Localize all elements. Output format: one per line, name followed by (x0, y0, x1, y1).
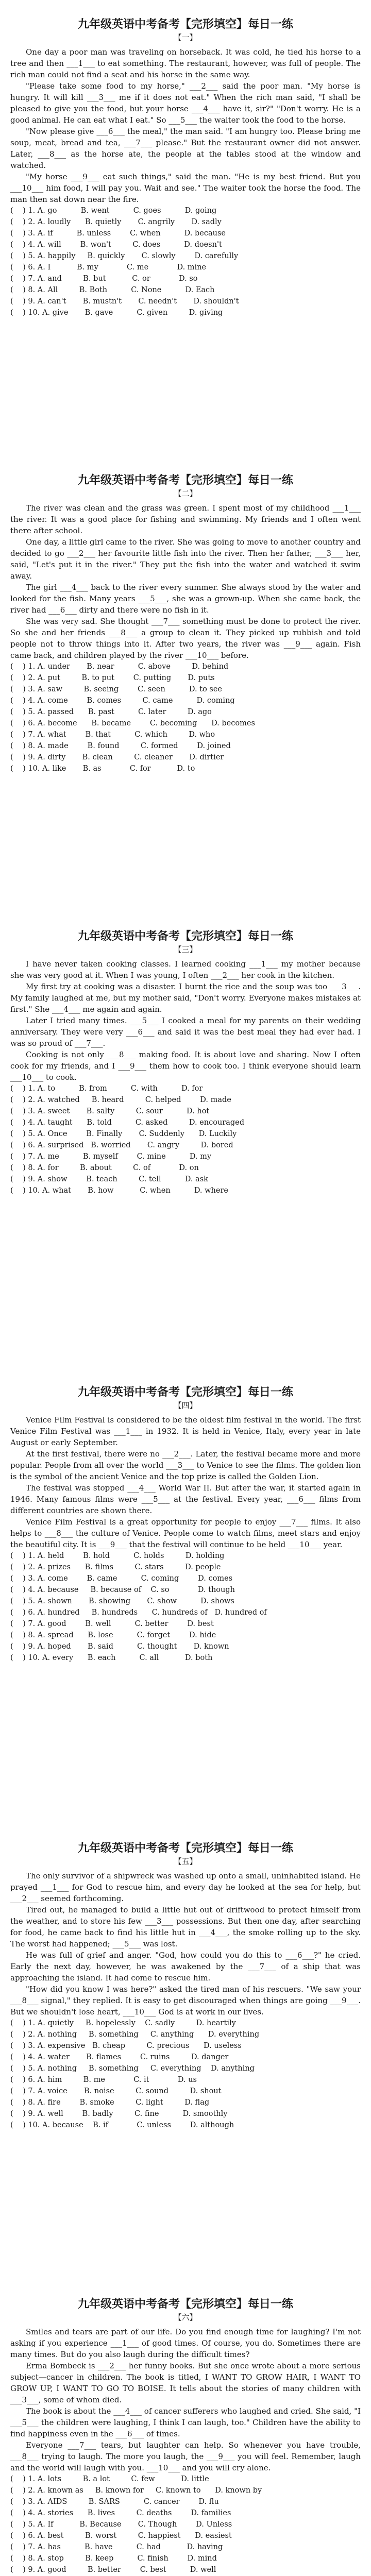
passage-paragraph: She was very sad. She thought ___7___ something must be done to protect the river. So she and her friends ___8___ a group to clean it. They picked up rubbish and told people not to throw things into it. After two years, the river was ___9___ again. Fish came back, and children played by the river ___10___ before. (10, 617, 361, 660)
question-line: ( ) 5. A. Once B. Finally C. Suddenly D. Luckily (10, 1130, 237, 1138)
passage-paragraph: Venice Film Festival is considered to be the oldest film festival in the world. The first Venice Film Festival was ___1___ in 1932. It is held in Venice, Italy, every year in late August or early September. (10, 1415, 361, 1447)
question-line: ( ) 2. A. prizes B. films C. stars D. people (10, 1563, 221, 1571)
section-title: 九年级英语中考备考【完形填空】每日一练 (77, 1841, 293, 1854)
question-line: ( ) 1. A. under B. near C. above D. behind (10, 663, 229, 671)
question-line: ( ) 8. A. made B. found C. formed D. joined (10, 742, 231, 750)
passage-paragraph: "My horse ___9___ eat such things," said the man. "He is my best friend. But you ___10___ him food, I will pay you. Wait and see." The waiter took the horse the food. The man then sat down near the fire. (10, 172, 361, 204)
question-line: ( ) 10. A. every B. each C. all D. both (10, 1654, 213, 1662)
question-line: ( ) 5. A. shown B. showing C. show D. shows (10, 1597, 234, 1605)
question-line: ( ) 4. A. water B. flames C. ruins D. danger (10, 2053, 229, 2061)
question-line: ( ) 9. A. good B. better C. best D. well (10, 2566, 216, 2574)
question-line: ( ) 8. A. for B. about C. of D. on (10, 1164, 199, 1172)
section-title: 九年级英语中考备考【完形填空】每日一练 (77, 2297, 293, 2310)
exercise-section-3 (10, 925, 361, 1381)
passage-paragraph: "Now please give ___6___ the meal," the man said. "I am hungry too. Please bring me soup, meat, bread and tea, ___7___ please." But the restaurant owner did not answer. Later, ___8___ as the horse ate, the people at the tables stood at the window and watched. (10, 127, 361, 170)
section-title: 九年级英语中考备考【完形填空】每日一练 (77, 1385, 293, 1398)
exercise-section-1 (10, 13, 361, 469)
question-line: ( ) 9. A. dirty B. clean C. cleaner D. dirtier (10, 753, 224, 761)
question-line: ( ) 2. A. watched B. heard C. helped D. made (10, 1096, 231, 1104)
section-number: 【一】 (174, 33, 197, 42)
question-line: ( ) 10. A. give B. gave C. given D. giving (10, 309, 223, 317)
section-number: 【二】 (174, 489, 197, 498)
question-line: ( ) 1. A. to B. from C. with D. for (10, 1084, 203, 1093)
passage-paragraph: The river was clean and the grass was green. I spent most of my childhood ___1___ the river. It was a good place for fishing and swimming. My friends and I often went there after school. (10, 503, 361, 535)
section-number: 【四】 (174, 1401, 197, 1410)
passage-paragraph: The festival was stopped ___4___ World War II. But after the war, it started again in 1946. Many famous films were ___5___ at the festival. Every year, ___6___ films from different countries are shown there. (10, 1483, 361, 1515)
question-line: ( ) 1. A. held B. hold C. holds D. holding (10, 1552, 225, 1560)
exercise-section-2 (10, 469, 361, 925)
passage-paragraph: The girl ___4___ back to the river every summer. She always stood by the water and looked for the fish. Many years ___5___, she was a grown-up. When she came back, the river had ___6___ dirty and there were no fish in it. (10, 583, 361, 615)
passage-paragraph: "Please take some food to my horse," ___2___ said the poor man. "My horse is hungry. It will kill ___3___ me if it does not eat." When the rich man said, "I shall be pleased to give you the food, but your horse ___4___ have it, sir?" "Don't worry. He is a good animal. He can eat what I eat." So ___5___ the waiter took the food to the horse. (10, 81, 361, 125)
question-line: ( ) 9. A. well B. badly C. fine D. smoothly (10, 2110, 228, 2118)
question-line: ( ) 2. A. known as B. known for C. known to D. known by (10, 2486, 262, 2495)
question-line: ( ) 7. A. and B. but C. or D. so (10, 275, 198, 283)
question-line: ( ) 8. A. fire B. smoke C. light D. flag (10, 2098, 210, 2107)
question-line: ( ) 6. A. surprised B. worried C. angry D. bored (10, 1141, 233, 1149)
passage-paragraph: My first try at cooking was a disaster. I burnt the rice and the soup was too ___3___. My family laughed at me, but my mother said, "Don't worry. Everyone makes mistakes at first." She ___4___ me again and again. (10, 982, 361, 1014)
passage-paragraph: Cooking is not only ___8___ making food. It is about love and sharing. Now I often cook for my friends, and I ___9___ them how to cook too. I think everyone should learn ___10___ to cook. (10, 1050, 361, 1082)
exercise-section-5 (10, 1837, 361, 2293)
question-line: ( ) 4. A. will B. won't C. does D. doesn't (10, 241, 222, 249)
question-line: ( ) 3. A. sweet B. salty C. sour D. hot (10, 1107, 210, 1115)
question-line: ( ) 9. A. hoped B. said C. thought D. known (10, 1642, 229, 1651)
question-line: ( ) 8. A. spread B. lose C. forget D. hide (10, 1631, 216, 1639)
question-line: ( ) 2. A. nothing B. something C. anything D. everything (10, 2030, 260, 2039)
passage-paragraph: Later I tried many times. ___5___ I cooked a meal for my parents on their wedding anniversary. They were very ___6___ and said it was the best meal they had ever had. I was so proud of ___7___. (10, 1016, 361, 1048)
question-line: ( ) 5. A. nothing B. something C. everything D. anything (10, 2064, 255, 2073)
passage-paragraph: He was full of grief and anger. "God, how could you do this to ___6___?" he cried. Early the next day, however, he was awakened by the ___7___ of a ship that was approaching the island. It had come to rescue him. (10, 1951, 361, 1982)
question-line: ( ) 4. A. taught B. told C. asked D. encouraged (10, 1118, 245, 1127)
passage-paragraph: Tired out, he managed to build a little hut out of driftwood to protect himself from the weather, and to store his few ___3___ possessions. But then one day, after searching for food, he came back to find his little hut in ___4___, the smoke rolling up to the sky. The worst had happened; ___5___ was lost. (10, 1905, 361, 1948)
section-number: 【三】 (174, 945, 197, 954)
question-line: ( ) 3. A. expensive B. cheap C. precious D. useless (10, 2042, 242, 2050)
exercise-section-4 (10, 1381, 361, 1837)
question-line: ( ) 7. A. voice B. noise C. sound D. shout (10, 2087, 222, 2095)
section-title: 九年级英语中考备考【完形填空】每日一练 (77, 18, 293, 30)
passage-paragraph: Erma Bombeck is ___2___ her funny books. But she once wrote about a more serious subject—cancer in children. The book is titled, I WANT TO GROW HAIR, I WANT TO GROW UP, I WANT TO GO TO BOISE. It tells about the stories of many children with ___3___, some of whom died. (10, 2361, 361, 2404)
question-line: ( ) 10. A. because B. if C. unless D. although (10, 2121, 234, 2129)
question-line: ( ) 1. A. lots B. a lot C. few D. little (10, 2475, 209, 2483)
passage-paragraph: The book is about the ___4___ of cancer sufferers who laughed and cried. She said, "I ___5___ the children were laughing, I think I can laugh, too." Children have the ability to find happiness even in the ___6___ of times. (10, 2406, 361, 2438)
question-line: ( ) 8. A. All B. Both C. None D. Each (10, 286, 215, 294)
question-line: ( ) 5. A. If B. Because C. Though D. Unless (10, 2520, 232, 2529)
question-line: ( ) 6. A. I B. my C. me D. mine (10, 263, 207, 272)
question-line: ( ) 1. A. quietly B. hopelessly C. sadly D. heartily (10, 2019, 236, 2027)
question-line: ( ) 10. A. like B. as C. for D. to (10, 765, 195, 773)
passage-paragraph: At the first festival, there were no ___2___. Later, the festival became more and more popular. People from all over the world ___3___ to Venice to see the films. The golden lion is the symbol of the ancient Venice and the top prize is called the Golden Lion. (10, 1449, 361, 1481)
passage-paragraph: I have never taken cooking classes. I learned cooking ___1___ my mother because she was very good at it. When I was young, I often ___2___ her cook in the kitchen. (10, 959, 361, 980)
question-line: ( ) 3. A. saw B. seeing C. seen D. to see (10, 685, 223, 693)
question-line: ( ) 2. A. loudly B. quietly C. angrily D. sadly (10, 218, 222, 226)
question-line: ( ) 9. A. show B. teach C. tell D. ask (10, 1175, 208, 1183)
question-line: ( ) 7. A. what B. that C. which D. who (10, 731, 215, 739)
passage-paragraph: "How did you know I was here?" asked the tired man of his rescuers. "We saw your ___8___ signal," they replied. It is easy to get discouraged when things are going ___9___. But we shouldn't lose heart, ___10___ God is at work in our lives. (10, 1985, 361, 2016)
question-line: ( ) 4. A. come B. comes C. came D. coming (10, 697, 235, 705)
section-number: 【六】 (174, 2313, 197, 2322)
question-line: ( ) 6. A. best B. worst C. happiest D. easiest (10, 2532, 232, 2540)
question-line: ( ) 7. A. has B. have C. had D. having (10, 2543, 223, 2551)
exercise-section-6 (10, 2293, 361, 2576)
passage-paragraph: The only survivor of a shipwreck was washed up onto a small, uninhabited island. He prayed ___1___ for God to rescue him, and every day he looked at the sea for help, but ___2___ seemed forthcoming. (10, 1871, 361, 1903)
question-line: ( ) 8. A. stop B. keep C. finish D. mind (10, 2554, 217, 2563)
passage-paragraph: Smiles and tears are part of our life. Do you find enough time for laughing? I'm not asking if you experience ___1___ of good times. Of course, you do. Sometimes there are many times. But do you also laugh during the difficult times? (10, 2327, 361, 2359)
passage-paragraph: One day, a little girl came to the river. She was going to move to another country and decided to go ___2___ her favourite little fish into the river. Then her father, ___3___ her, said, "Let's put it in the river." They put the fish into the water and watched it swim away. (10, 537, 361, 581)
section-title: 九年级英语中考备考【完形填空】每日一练 (77, 929, 293, 942)
document-page (10, 0, 361, 2576)
question-line: ( ) 3. A. AIDS B. SARS C. cancer D. flu (10, 2498, 219, 2506)
question-line: ( ) 6. A. him B. me C. it D. us (10, 2076, 197, 2084)
question-line: ( ) 4. A. stories B. lives C. deaths D. families (10, 2509, 231, 2517)
question-line: ( ) 10. A. what B. how C. when D. where (10, 1187, 228, 1195)
question-line: ( ) 5. A. passed B. past C. later D. ago (10, 708, 212, 716)
question-line: ( ) 3. A. if B. unless C. when D. because (10, 229, 226, 238)
passage-paragraph: Venice Film Festival is a great opportunity for people to enjoy ___7___ films. It also helps to ___8___ the culture of Venice. People come to watch films, meet stars and enjoy the beautiful city. It is ___9___ that the festival will continue to be held ___10___ year. (10, 1517, 361, 1549)
question-line: ( ) 6. A. hundred B. hundreds C. hundreds of D. hundred of (10, 1608, 267, 1617)
question-line: ( ) 5. A. happily B. quickly C. slowly D. carefully (10, 252, 239, 260)
question-line: ( ) 6. A. become B. became C. becoming D. becomes (10, 719, 255, 727)
question-line: ( ) 1. A. go B. went C. goes D. going (10, 207, 217, 215)
question-line: ( ) 4. A. because B. because of C. so D. though (10, 1586, 235, 1594)
passage-paragraph: Everyone ___7___ tears, but laughter can help. So whenever you have trouble, ___8___ trying to laugh. The more you laugh, the ___9___ you will feel. Remember, laugh and the world will laugh with you. ___10___ and you will cry alone. (10, 2441, 361, 2472)
question-line: ( ) 7. A. me B. myself C. mine D. my (10, 1153, 212, 1161)
question-line: ( ) 3. A. come B. came C. coming D. comes (10, 1574, 233, 1583)
question-line: ( ) 9. A. can't B. mustn't C. needn't D. shouldn't (10, 297, 239, 306)
passage-paragraph: One day a poor man was traveling on horseback. It was cold, he tied his horse to a tree and then ___1___ to eat something. The restaurant, however, was full of people. The rich man could not find a seat and his horse in the same way. (10, 47, 361, 79)
section-title: 九年级英语中考备考【完形填空】每日一练 (77, 473, 293, 486)
question-line: ( ) 7. A. good B. well C. better D. best (10, 1620, 214, 1628)
question-line: ( ) 2. A. put B. to put C. putting D. puts (10, 674, 215, 682)
section-number: 【五】 (174, 1857, 197, 1866)
